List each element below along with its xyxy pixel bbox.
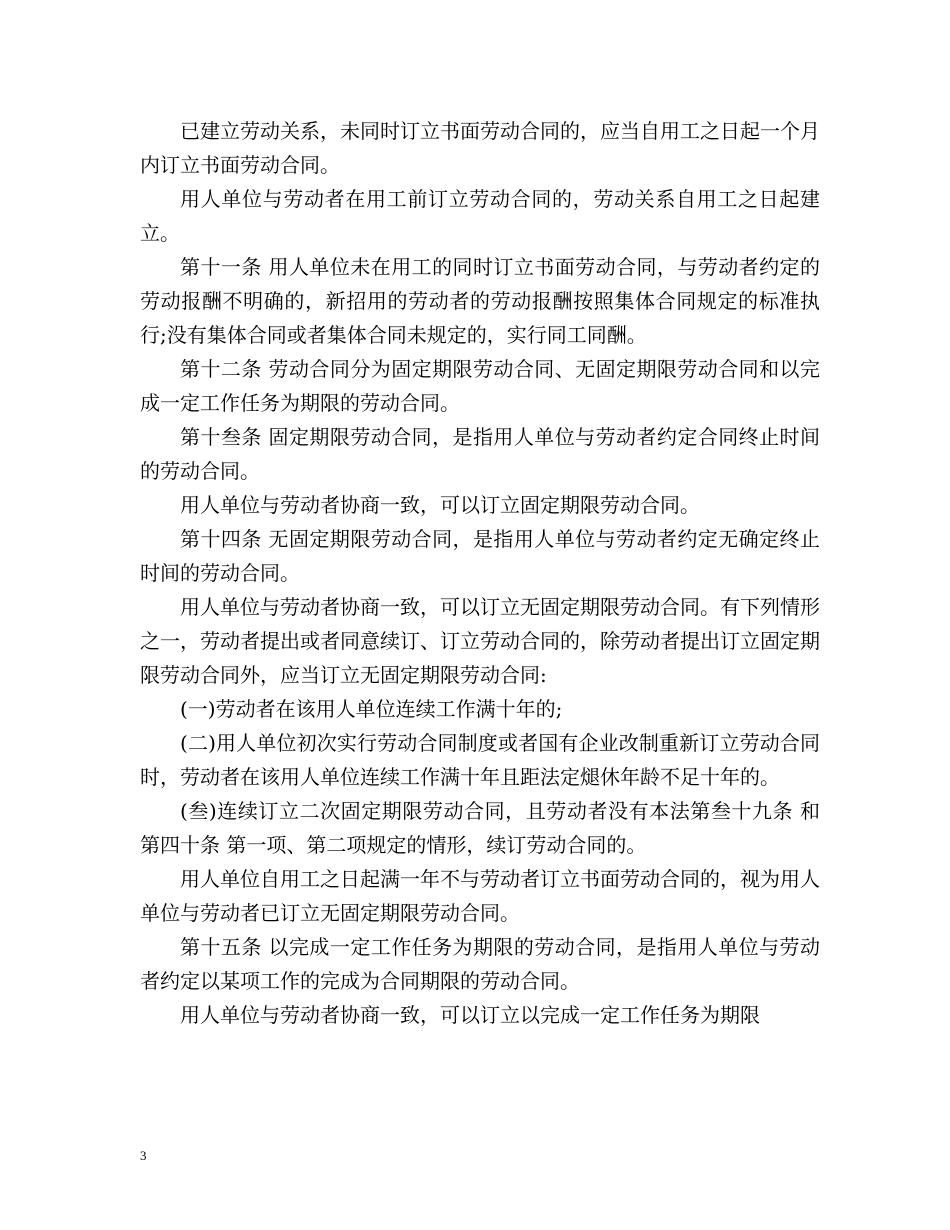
paragraph: 第十二条 劳动合同分为固定期限劳动合同、无固定期限劳动合同和以完成一定工作任务为期限的劳动合同。: [140, 357, 820, 415]
paragraph: 已建立劳动关系，未同时订立书面劳动合同的，应当自用工之日起一个月内订立书面劳动合同。: [140, 119, 820, 177]
paragraph: 用人单位与劳动者协商一致，可以订立无固定期限劳动合同。有下列情形之一，劳动者提出或者同意续订、订立劳动合同的，除劳动者提出订立固定期限劳动合同外，应当订立无固定期限劳动合同:: [140, 595, 820, 687]
document-body: [140, 114, 820, 1032]
paragraph: 第十五条 以完成一定工作任务为期限的劳动合同，是指用人单位与劳动者约定以某项工作的完成为合同期限的劳动合同。: [140, 935, 820, 993]
paragraph: 用人单位与劳动者协商一致，可以订立以完成一定工作任务为期限: [180, 1003, 760, 1027]
paragraph: 第十叁条 固定期限劳动合同，是指用人单位与劳动者约定合同终止时间的劳动合同。: [140, 425, 820, 483]
paragraph: 用人单位自用工之日起满一年不与劳动者订立书面劳动合同的，视为用人单位与劳动者已订立无固定期限劳动合同。: [140, 867, 820, 925]
paragraph: (二)用人单位初次实行劳动合同制度或者国有企业改制重新订立劳动合同时，劳动者在该用人单位连续工作满十年且距法定煺休年龄不足十年的。: [140, 731, 820, 789]
paragraph: 第十一条 用人单位未在用工的同时订立书面劳动合同，与劳动者约定的劳动报酬不明确的，新招用的劳动者的劳动报酬按照集体合同规定的标准执行;没有集体合同或者集体合同未规定的，实行同工同酬。: [140, 255, 820, 347]
page-number: 3: [140, 1148, 147, 1163]
paragraph: (叁)连续订立二次固定期限劳动合同，且劳动者没有本法第叁十九条 和第四十条 第一项、第二项规定的情形，续订劳动合同的。: [140, 799, 820, 857]
paragraph: 用人单位与劳动者在用工前订立劳动合同的，劳动关系自用工之日起建立。: [140, 187, 820, 245]
paragraph: (一)劳动者在该用人单位连续工作满十年的;: [180, 697, 563, 721]
paragraph: 用人单位与劳动者协商一致，可以订立固定期限劳动合同。: [180, 493, 700, 517]
paragraph: 第十四条 无固定期限劳动合同，是指用人单位与劳动者约定无确定终止时间的劳动合同。: [140, 527, 820, 585]
